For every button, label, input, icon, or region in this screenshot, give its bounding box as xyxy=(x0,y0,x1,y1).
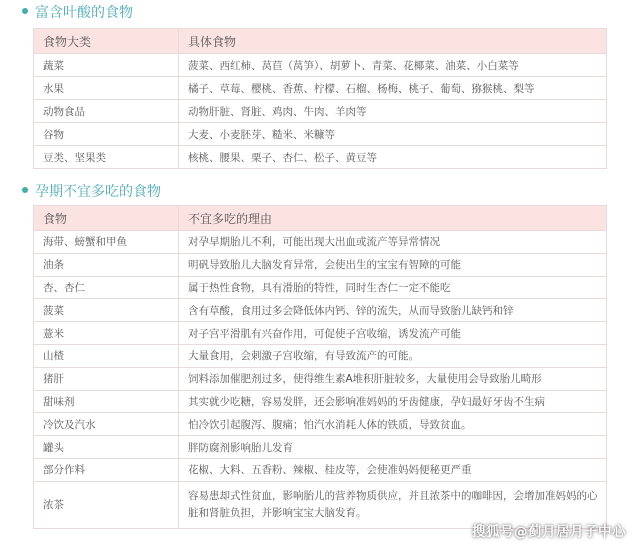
table-row xyxy=(34,77,607,100)
cell-reason: 含有草酸，食用过多会降低体内钙、锌的流失，从而导致胎儿缺钙和锌 xyxy=(179,299,607,322)
cell-category: 谷物 xyxy=(34,123,179,146)
cell-foods: 动物肝脏、肾脏、鸡肉、牛肉、羊肉等 xyxy=(179,100,607,123)
bullet-dot-icon xyxy=(22,187,28,193)
cell-reason: 明矾导致胎儿大脑发育异常，会使出生的宝宝有智障的可能 xyxy=(179,253,607,276)
avoid-food-table xyxy=(33,205,607,529)
cell-category: 动物食品 xyxy=(34,100,179,123)
cell-reason: 大量食用，会刺激子宫收缩，有导致流产的可能。 xyxy=(179,344,607,367)
cell-food: 油条 xyxy=(34,253,179,276)
table-header-row xyxy=(34,206,607,231)
folate-food-table xyxy=(33,28,607,169)
cell-category: 水果 xyxy=(34,77,179,100)
cell-food: 部分作料 xyxy=(34,458,179,481)
section-title-avoid xyxy=(22,182,161,202)
cell-food: 山楂 xyxy=(34,344,179,367)
header-cell-reason: 不宜多吃的理由 xyxy=(179,206,607,231)
cell-foods: 核桃、腰果、栗子、杏仁、松子、黄豆等 xyxy=(179,146,607,169)
header-cell-food: 食物 xyxy=(34,206,179,231)
cell-reason: 怕冷饮引起腹泻、腹痛；怕汽水消耗人体的铁质，导致贫血。 xyxy=(179,413,607,436)
section-title-folate xyxy=(22,3,133,23)
watermark: 搜狐号@蓟月居月子中心 xyxy=(472,524,626,540)
header-cell-category: 食物大类 xyxy=(34,29,179,54)
table-row xyxy=(34,367,607,390)
cell-food: 浓茶 xyxy=(34,481,179,528)
cell-reason: 花椒、大料、五香粉、辣椒、桂皮等，会使准妈妈便秘更严重 xyxy=(179,458,607,481)
cell-foods: 大麦、小麦胚芽、糙米、米糠等 xyxy=(179,123,607,146)
table-row xyxy=(34,299,607,322)
table-row xyxy=(34,231,607,254)
cell-reason: 容易患却式性贫血，影响胎儿的营养物质供应，并且浓茶中的咖啡因，会增加准妈妈的心脏和肾脏负担，并影响宝宝大脑发育。 xyxy=(179,481,607,528)
table-row xyxy=(34,276,607,299)
table-row xyxy=(34,458,607,481)
section-title-text: 孕期不宜多吃的食物 xyxy=(35,184,161,200)
header-cell-foods: 具体食物 xyxy=(179,29,607,54)
table-row xyxy=(34,390,607,413)
table-row xyxy=(34,123,607,146)
table-row xyxy=(34,322,607,345)
cell-reason: 对子宫平滑肌有兴奋作用，可促使子宫收缩，诱发流产可能 xyxy=(179,322,607,345)
cell-foods: 橘子、草莓、樱桃、香蕉、柠檬、石榴、杨梅、桃子、葡萄、猕猴桃、梨等 xyxy=(179,77,607,100)
table-header-row xyxy=(34,29,607,54)
table-row xyxy=(34,54,607,77)
table-row xyxy=(34,436,607,459)
cell-category: 豆类、坚果类 xyxy=(34,146,179,169)
cell-food: 甜味剂 xyxy=(34,390,179,413)
table-row xyxy=(34,100,607,123)
cell-reason: 其实就少吃糖，容易发胖，还会影响准妈妈的牙齿健康，孕妇最好牙齿不生病 xyxy=(179,390,607,413)
section-title-text: 富含叶酸的食物 xyxy=(35,5,133,21)
bullet-dot-icon xyxy=(22,8,28,14)
cell-food: 海带、螃蟹和甲鱼 xyxy=(34,231,179,254)
cell-food: 猪肝 xyxy=(34,367,179,390)
cell-foods: 菠菜、西红柿、莴苣（莴笋）、胡萝卜、青菜、花椰菜、油菜、小白菜等 xyxy=(179,54,607,77)
table-row xyxy=(34,413,607,436)
cell-category: 蔬菜 xyxy=(34,54,179,77)
table-row xyxy=(34,146,607,169)
table-row xyxy=(34,344,607,367)
cell-food: 罐头 xyxy=(34,436,179,459)
cell-reason: 属于热性食物，具有滑胎的特性，同时生杏仁一定不能吃 xyxy=(179,276,607,299)
cell-food: 菠菜 xyxy=(34,299,179,322)
cell-reason: 饲料添加催肥剂过多，使得维生素A堆积肝脏较多，大量使用会导致胎儿畸形 xyxy=(179,367,607,390)
cell-reason: 胖防腐剂影响胎儿发育 xyxy=(179,436,607,459)
table-row xyxy=(34,253,607,276)
cell-food: 杏、杏仁 xyxy=(34,276,179,299)
cell-reason: 对孕早期胎儿不利，可能出现大出血或流产等异常情况 xyxy=(179,231,607,254)
cell-food: 冷饮及汽水 xyxy=(34,413,179,436)
cell-food: 薏米 xyxy=(34,322,179,345)
